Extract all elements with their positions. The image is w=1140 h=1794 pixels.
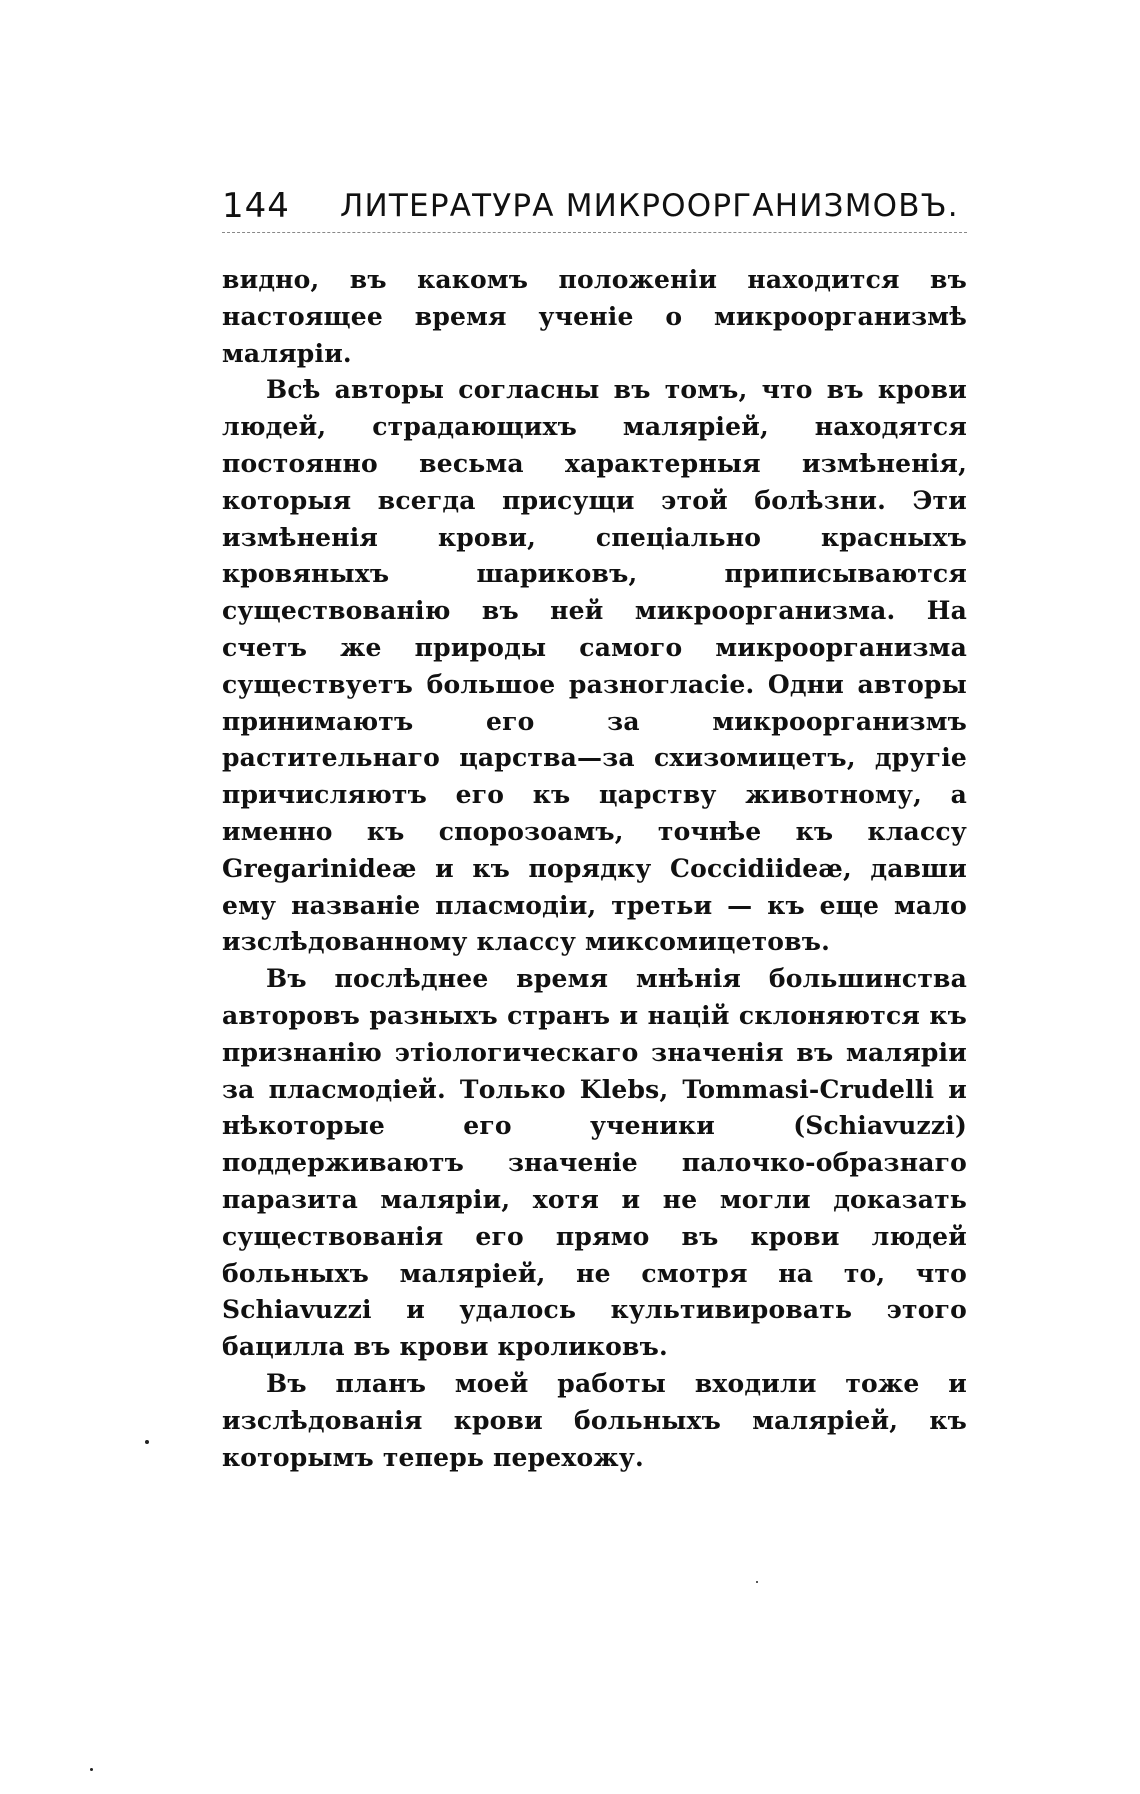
paragraph-3: Въ послѣднее время мнѣнiя большинства авторовъ разныхъ странъ и нацiй склоняются къ признанiю этiологическаго значенiя въ малярiи за пласмодiей. Только Klebs, Tommasi-Crudelli и нѣкоторые его ученики (Schiavuzzi) поддерживаютъ значенiе палочко-образнаго паразита малярiи, хотя и не могли доказать существованiя его прямо въ крови людей больныхъ малярiей, не смотря на то, что Schiavuzzi и удалось культивировать этого бацилла въ крови кроликовъ. [222,964,967,1362]
print-speck [756,1581,758,1583]
paragraph-2: Всѣ авторы согласны въ томъ, что въ крови людей, страдающихъ малярiей, находятся постоянно весьма характерныя измѣненiя, которыя всегда присущи этой болѣзни. Эти измѣненiя крови, спецiально красныхъ кровяныхъ шариковъ, приписываются существованiю въ ней микроорганизма. На счетъ же природы самого микроорганизма существуетъ большое разногласiе. Одни авторы принимаютъ его за микроорганизмъ растительнаго царства—за схизомицетъ, другiе причисляютъ его къ царству животному, а именно къ спорозоамъ, точнѣе къ классу Gregarinideæ и къ порядку Coccidiideæ, давши ему названiе пласмодiи, третьи — къ еще мало изслѣдованному классу миксомицетовъ. [222,375,967,957]
print-speck [145,1440,149,1444]
header-rule [222,232,967,233]
paragraph-4: Въ планъ моей работы входили тоже и изслѣдованiя крови больныхъ малярiей, къ которымъ теперь перехожу. [222,1368,967,1472]
print-speck [90,1768,93,1771]
body-text [222,262,967,1476]
page-number: 144 [222,186,290,226]
paragraph-1: видно, въ какомъ положенiи находится въ настоящее время ученiе о микроорганизмѣ малярiи. [222,265,967,368]
page-header [222,186,967,234]
running-head: ЛИТЕРАТУРА МИКРООРГАНИЗМОВЪ. [340,188,959,224]
